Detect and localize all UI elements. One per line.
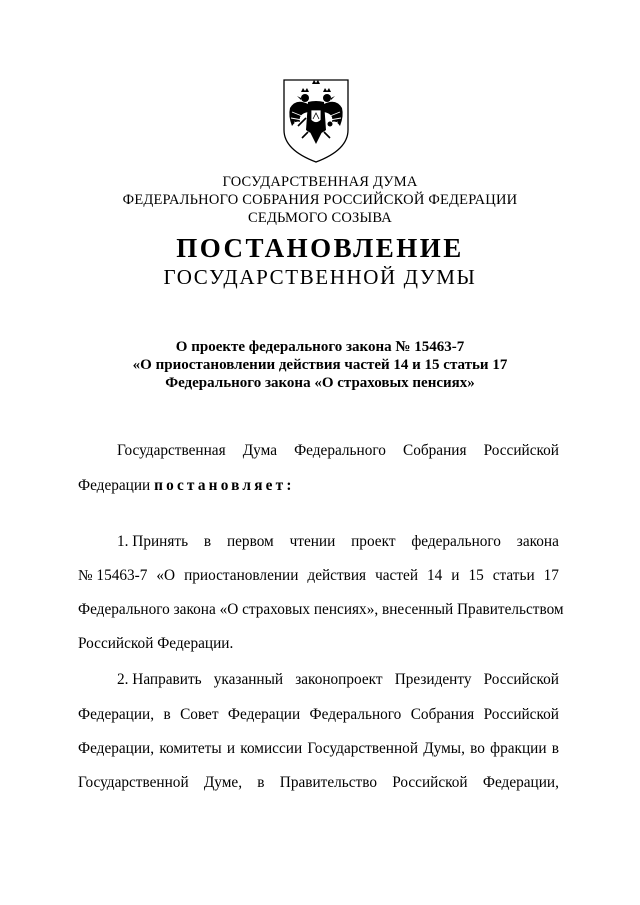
issuer-line: ГОСУДАРСТВЕННАЯ ДУМА	[222, 174, 418, 190]
word: действия	[307, 567, 367, 584]
subject-line: Федерального закона «О страховых пенсиях»	[165, 375, 475, 391]
word: фракции	[490, 740, 547, 757]
word: Правительство	[279, 774, 377, 791]
word: 2. Направить	[117, 671, 202, 688]
word: Думе,	[203, 774, 243, 791]
item-2-line	[78, 705, 559, 725]
word: законопроект	[295, 671, 383, 688]
word: Совет	[180, 706, 219, 723]
item-2-line	[117, 670, 559, 690]
word: указанный	[213, 671, 284, 688]
word: Дума	[242, 442, 277, 459]
word: чтении	[289, 533, 336, 550]
word: в	[551, 740, 559, 757]
word: Федерального	[309, 706, 402, 723]
word: Федерации	[227, 706, 301, 723]
item-1-line: Российской Федерации.	[78, 635, 234, 652]
word: комиссии	[240, 740, 303, 757]
item-1-line	[78, 566, 559, 586]
convocation-line: СЕДЬМОГО СОЗЫВА	[248, 210, 392, 226]
word: Российской	[483, 706, 559, 723]
issuer-line: ФЕДЕРАЛЬНОГО СОБРАНИЯ РОССИЙСКОЙ ФЕДЕРАЦИИ	[122, 192, 518, 208]
document-type-title: ПОСТАНОВЛЕНИЕ	[176, 233, 464, 263]
word: первом	[226, 533, 274, 550]
word: проект	[351, 533, 396, 550]
word: закона	[516, 533, 559, 550]
word: приостановлении	[184, 567, 299, 584]
word: Государственной	[78, 774, 189, 791]
word: Федерации,	[78, 706, 155, 723]
word: 14	[427, 567, 443, 584]
word: Государственной	[307, 740, 419, 757]
word: Собрания	[403, 442, 467, 459]
word: в	[203, 533, 212, 550]
word: Думы,	[423, 740, 465, 757]
preamble-line	[117, 441, 559, 461]
word: Федерации,	[78, 740, 155, 757]
issuer-block	[0, 173, 640, 227]
word: 15	[468, 567, 484, 584]
word: Президенту	[394, 671, 472, 688]
item-2-line	[78, 773, 559, 793]
word: Российской	[392, 774, 468, 791]
word: в	[257, 774, 265, 791]
word: статьи	[492, 567, 535, 584]
word: 1. Принять	[117, 533, 189, 550]
subject-line: «О приостановлении действия частей 14 и 15 статьи 17	[132, 357, 508, 373]
item-1-line: Федерального закона «О страховых пенсиях», внесенный Правительством	[78, 601, 564, 618]
word: частей	[375, 567, 419, 584]
word: Российской	[483, 671, 559, 688]
word: № 15463-7	[78, 567, 148, 584]
coat-of-arms-emblem	[268, 72, 364, 164]
word: Федерации,	[482, 774, 559, 791]
word: в	[163, 706, 171, 723]
word: 17	[543, 567, 559, 584]
word: во	[470, 740, 485, 757]
word: Государственная	[117, 442, 226, 459]
item-2-line	[78, 739, 559, 759]
word: и	[226, 740, 236, 757]
word: комитеты	[159, 740, 222, 757]
document-type-subtitle: ГОСУДАРСТВЕННОЙ ДУМЫ	[163, 265, 477, 289]
word: Российской	[483, 442, 559, 459]
word: Федерального	[294, 442, 386, 459]
word: Федерации	[78, 477, 151, 494]
document-subject	[0, 338, 640, 392]
word: «О	[156, 567, 176, 584]
subject-line: О проекте федерального закона № 15463-7	[175, 339, 465, 355]
word: федерального	[411, 533, 501, 550]
preamble-line	[78, 476, 559, 496]
decree-word: постановляет:	[154, 477, 295, 494]
item-1-line	[117, 532, 559, 552]
word: Собрания	[410, 706, 475, 723]
word: и	[451, 567, 460, 584]
